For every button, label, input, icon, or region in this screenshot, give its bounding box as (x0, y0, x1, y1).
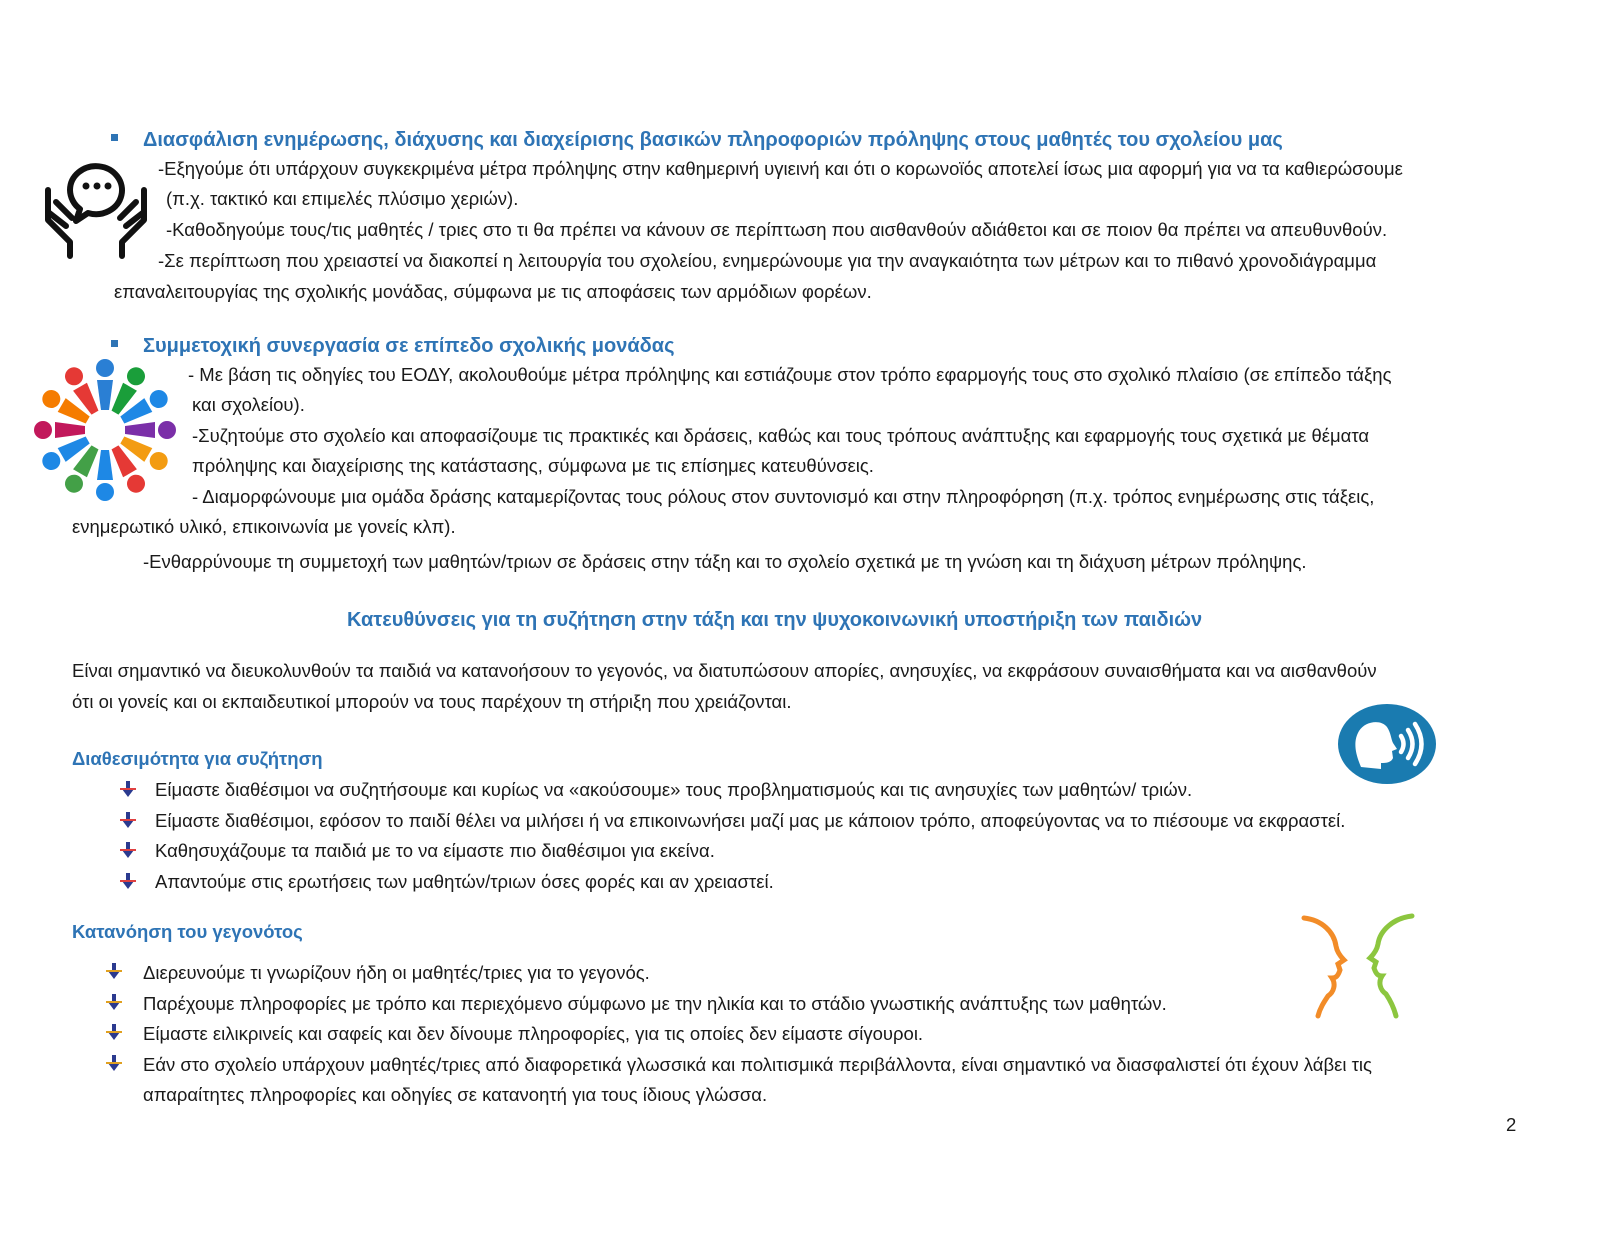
bullet-arrow-icon (120, 781, 136, 799)
availability-item: Είμαστε διαθέσιμοι, εφόσον το παιδί θέλει να μιλήσει ή να επικοινωνήσει μαζί μας με κάποιον τρόπο, αποφεύγοντας να το πιέσουμε να εκφραστεί. (155, 810, 1346, 831)
understanding-item: Εάν στο σχολείο υπάρχουν μαθητές/τριες από διαφορετικά γλωσσικά και πολιτισμικά περιβάλλοντα, είναι σημαντικό να διασφαλιστεί ότι έχουν λάβει τις (143, 1054, 1372, 1075)
guidelines-intro: ότι οι γονείς και οι εκπαιδευτικοί μπορούν να τους παρέχουν τη στήριξη που χρειάζονται. (72, 691, 792, 712)
page-number: 2 (1506, 1114, 1517, 1135)
section1-line: επαναλειτουργίας της σχολικής μονάδας, σύμφωνα με τις αποφάσεις των αρμόδιων φορέων. (114, 281, 872, 302)
bullet-arrow-icon (120, 873, 136, 891)
section2-line: -Ενθαρρύνουμε τη συμμετοχή των μαθητών/τριων σε δράσεις στην τάξη και το σχολείο σχετικά με τη γνώση και τη διάχυση μέτρων πρόληψης. (143, 551, 1307, 572)
people-circle-icon (30, 355, 180, 505)
section2-line: πρόληψης και διαχείρισης της κατάστασης, σύμφωνα με τις επίσημες κατευθύνσεις. (192, 455, 874, 476)
two-faces-profile-icon (1300, 912, 1420, 1022)
section1-line: (π.χ. τακτικό και επιμελές πλύσιμο χεριών). (166, 188, 519, 209)
understanding-item: Είμαστε ειλικρινείς και σαφείς και δεν δίνουμε πληροφορίες, για τις οποίες δεν είμαστε σίγουροι. (143, 1023, 924, 1044)
bullet-arrow-icon (106, 1024, 122, 1042)
section2-heading: Συμμετοχική συνεργασία σε επίπεδο σχολικής μονάδας (143, 335, 675, 357)
availability-heading: Διαθεσιμότητα για συζήτηση (72, 748, 323, 769)
section2-line: και σχολείου). (192, 394, 305, 415)
bullet-square (111, 340, 118, 347)
bullet-arrow-icon (106, 1055, 122, 1073)
bullet-arrow-icon (120, 812, 136, 830)
speaking-head-icon (1337, 703, 1437, 785)
guidelines-title: Κατευθύνσεις για τη συζήτηση στην τάξη και την ψυχοκοινωνική υποστήριξη των παιδιών (347, 609, 1203, 631)
bullet-arrow-icon (106, 963, 122, 981)
section1-heading: Διασφάλιση ενημέρωσης, διάχυσης και διαχείρισης βασικών πληροφοριών πρόληψης στους μαθητές του σχολείου μας (143, 129, 1283, 151)
availability-item: Απαντούμε στις ερωτήσεις των μαθητών/τριων όσες φορές και αν χρειαστεί. (155, 871, 774, 892)
understanding-heading: Κατανόηση του γεγονότος (72, 921, 303, 942)
understanding-item: Παρέχουμε πληροφορίες με τρόπο και περιεχόμενο σύμφωνο με την ηλικία και το στάδιο γνωστικής ανάπτυξης των μαθητών. (143, 993, 1167, 1014)
understanding-item: Διερευνούμε τι γνωρίζουν ήδη οι μαθητές/τριες για το γεγονός. (143, 962, 650, 983)
section2-line: - Με βάση τις οδηγίες του ΕΟΔΥ, ακολουθούμε μέτρα πρόληψης και εστιάζουμε στον τρόπο εφαρμογής τους στο σχολικό πλαίσιο (σε επίπεδο τάξης (188, 364, 1392, 385)
section1-line: -Καθοδηγούμε τους/τις μαθητές / τριες στο τι θα πρέπει να κάνουν σε περίπτωση που αισθανθούν αδιάθετοι και σε ποιον θα πρέπει να απευθυνθούν. (166, 219, 1388, 240)
section1-line: -Εξηγούμε ότι υπάρχουν συγκεκριμένα μέτρα πρόληψης στην καθημερινή υγιεινή και ότι ο κορωνοϊός αποτελεί ίσως μια αφορμή για να τα καθιερώσουμε (158, 158, 1403, 179)
understanding-item-continued: απαραίτητες πληροφορίες και οδηγίες σε κατανοητή για τους ίδιους γλώσσα. (143, 1084, 768, 1105)
section1-line: -Σε περίπτωση που χρειαστεί να διακοπεί η λειτουργία του σχολείου, ενημερώνουμε για την αναγκαιότητα των μέτρων και το πιθανό χρονοδιάγραμμα (158, 250, 1377, 271)
bullet-square (111, 134, 118, 141)
section2-line: - Διαμορφώνουμε μια ομάδα δράσης καταμερίζοντας τους ρόλους στον συντονισμό και στην πληροφόρηση (π.χ. τρόπος ενημέρωσης στις τάξεις, (192, 486, 1375, 507)
availability-item: Καθησυχάζουμε τα παιδιά με το να είμαστε πιο διαθέσιμοι για εκείνα. (155, 840, 715, 861)
section2-line: -Συζητούμε στο σχολείο και αποφασίζουμε τις πρακτικές και δράσεις, καθώς και τους τρόπους ανάπτυξης και εφαρμογής τους σχετικά με θέματα (192, 425, 1370, 446)
availability-item: Είμαστε διαθέσιμοι να συζητήσουμε και κυρίως να «ακούσουμε» τους προβληματισμούς και τις ανησυχίες των μαθητών/ τριών. (155, 779, 1193, 800)
bullet-arrow-icon (120, 842, 136, 860)
guidelines-intro: Είναι σημαντικό να διευκολυνθούν τα παιδιά να κατανοήσουν το γεγονός, να διατυπώσουν απορίες, ανησυχίες, να εκφράσουν συναισθήματα και να αισθανθούν (72, 660, 1377, 681)
section2-line: ενημερωτικό υλικό, επικοινωνία με γονείς κλπ). (72, 516, 456, 537)
bullet-arrow-icon (106, 994, 122, 1012)
hands-speech-bubble-icon (40, 150, 152, 262)
